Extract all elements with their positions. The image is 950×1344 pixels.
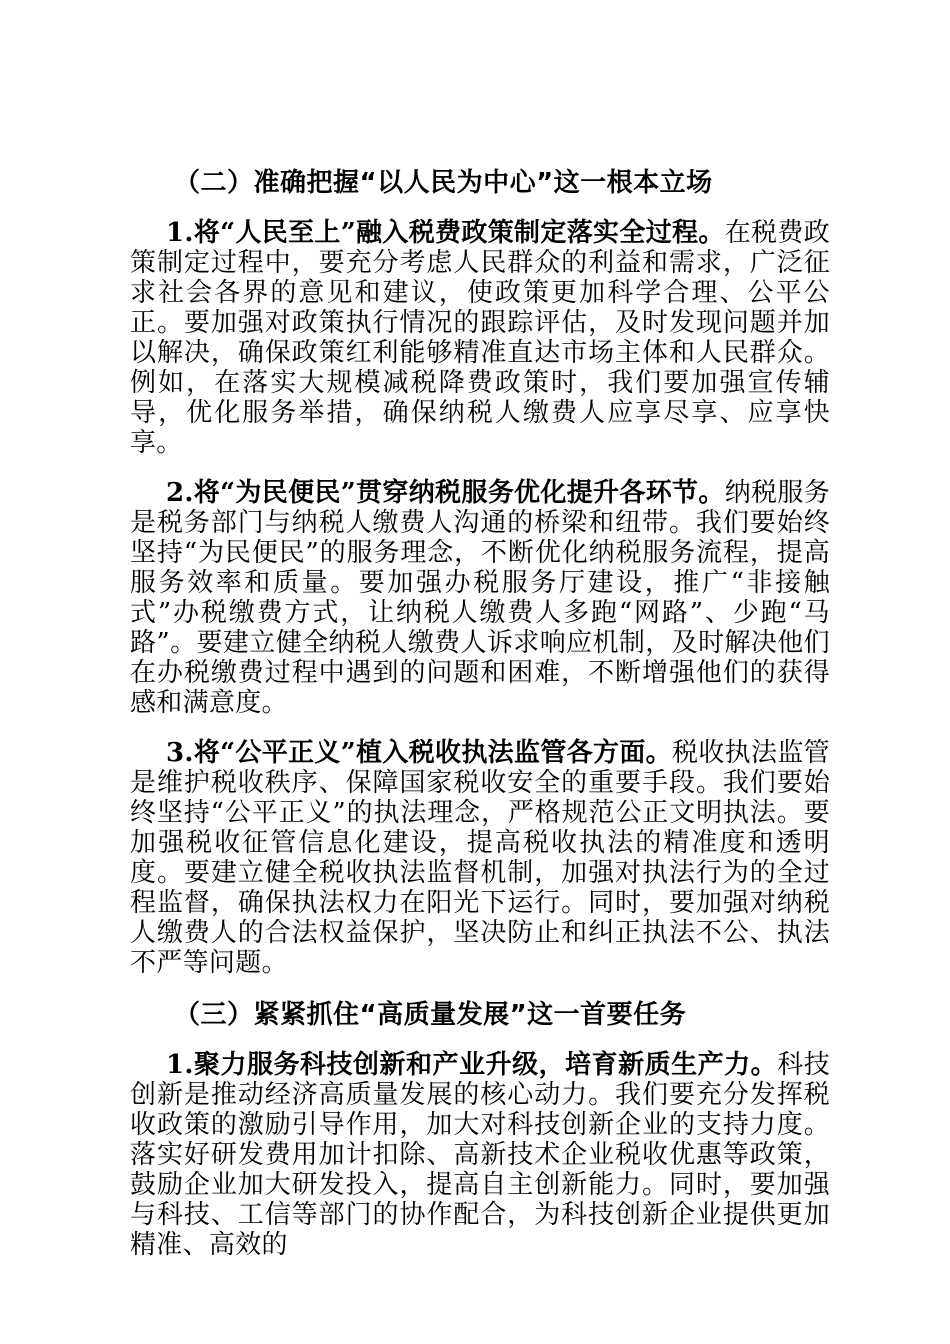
paragraph-body: 科技创新是推动经济高质量发展的核心动力。我们要充分发挥税收政策的激励引导作用，加大对科技创新企业的支持力度。落实好研发费用加计扣除、高新技术企业税收优惠等政策，鼓励企业加大研发投入，提高自主创新能力。同时，要加强与科技、工信等部门的协作配合，为科技创新企业提供更加精准、高效的 bbox=[130, 1050, 830, 1260]
paragraph-lead: 1.聚力服务科技创新和产业升级，培育新质生产力。 bbox=[166, 1050, 778, 1080]
section-3 bbox=[130, 998, 830, 1260]
section-heading: （二）准确把握“以人民为中心”这一根本立场 bbox=[174, 168, 713, 198]
paragraph bbox=[130, 218, 830, 458]
paragraph-lead: 2.将“为民便民”贯穿纳税服务优化提升各环节。 bbox=[166, 478, 725, 508]
section-2 bbox=[130, 166, 830, 978]
paragraph-body: 纳税服务是税务部门与纳税人缴费人沟通的桥梁和纽带。我们要始终坚持“为民便民”的服务理念，不断优化纳税服务流程，提高服务效率和质量。要加强办税服务厅建设，推广“非接触式”办税缴费方式，让纳税人缴费人多跑“网路”、少跑“马路”。要建立健全纳税人缴费人诉求响应机制，及时解决他们在办税缴费过程中遇到的问题和困难，不断增强他们的获得感和满意度。 bbox=[130, 478, 831, 718]
paragraph bbox=[130, 1050, 830, 1260]
section-heading: （三）紧紧抓住“高质量发展”这一首要任务 bbox=[174, 1000, 687, 1030]
paragraph-lead: 1.将“人民至上”融入税费政策制定落实全过程。 bbox=[166, 218, 725, 248]
paragraph bbox=[130, 478, 830, 718]
paragraph-body: 在税费政策制定过程中，要充分考虑人民群众的利益和需求，广泛征求社会各界的意见和建议，使政策更加科学合理、公平公正。要加强对政策执行情况的跟踪评估，及时发现问题并加以解决，确保政策红利能够精准直达市场主体和人民群众。例如，在落实大规模减税降费政策时，我们要加强宣传辅导，优化服务举措，确保纳税人缴费人应享尽享、应享快享。 bbox=[130, 218, 831, 458]
paragraph-lead: 3.将“公平正义”植入税收执法监管各方面。 bbox=[166, 738, 673, 768]
paragraph-body: 税收执法监管是维护税收秩序、保障国家税收安全的重要手段。我们要始终坚持“公平正义”的执法理念，严格规范公正文明执法。要加强税收征管信息化建设，提高税收执法的精准度和透明度。要建立健全税收执法监督机制，加强对执法行为的全过程监督，确保执法权力在阳光下运行。同时，要加强对纳税人缴费人的合法权益保护，坚决防止和纠正执法不公、执法不严等问题。 bbox=[130, 738, 830, 978]
document-page bbox=[130, 166, 830, 1280]
paragraph bbox=[130, 738, 830, 978]
